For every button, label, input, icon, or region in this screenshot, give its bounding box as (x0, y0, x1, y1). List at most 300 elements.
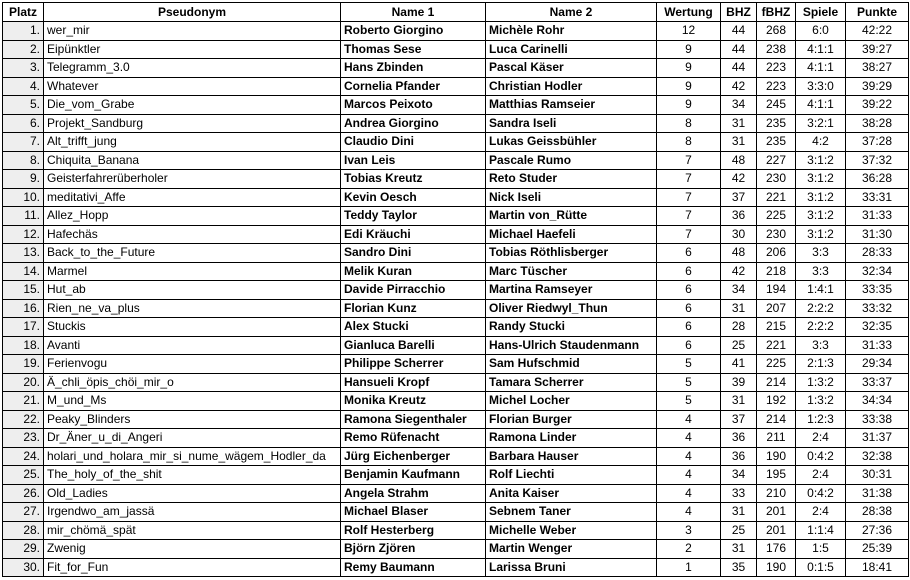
cell-fbhz: 190 (757, 447, 796, 466)
cell-name1: Ramona Siegenthaler (341, 410, 486, 429)
cell-platz: 20. (3, 373, 44, 392)
cell-punkte: 33:35 (846, 281, 909, 300)
cell-name1: Benjamin Kaufmann (341, 466, 486, 485)
header-wertung: Wertung (657, 3, 721, 22)
cell-bhz: 44 (721, 59, 757, 78)
table-row (3, 540, 909, 559)
cell-platz: 30. (3, 558, 44, 577)
cell-wertung: 5 (657, 355, 721, 374)
cell-punkte: 32:35 (846, 318, 909, 337)
cell-pseudonym: Allez_Hopp (44, 207, 341, 226)
table-row (3, 281, 909, 300)
cell-wertung: 4 (657, 466, 721, 485)
cell-punkte: 38:27 (846, 59, 909, 78)
cell-fbhz: 223 (757, 77, 796, 96)
cell-punkte: 28:33 (846, 244, 909, 263)
table-row (3, 299, 909, 318)
cell-name1: Hansueli Kropf (341, 373, 486, 392)
cell-bhz: 25 (721, 521, 757, 540)
cell-platz: 10. (3, 188, 44, 207)
cell-pseudonym: Chiquita_Banana (44, 151, 341, 170)
cell-platz: 5. (3, 96, 44, 115)
cell-wertung: 8 (657, 133, 721, 152)
cell-fbhz: 268 (757, 22, 796, 41)
cell-bhz: 36 (721, 447, 757, 466)
table-row (3, 40, 909, 59)
cell-punkte: 33:38 (846, 410, 909, 429)
cell-platz: 13. (3, 244, 44, 263)
cell-pseudonym: mir_chömä_spät (44, 521, 341, 540)
cell-fbhz: 214 (757, 373, 796, 392)
cell-name1: Jürg Eichenberger (341, 447, 486, 466)
cell-platz: 26. (3, 484, 44, 503)
cell-platz: 18. (3, 336, 44, 355)
cell-fbhz: 225 (757, 207, 796, 226)
cell-name2: Martina Ramseyer (486, 281, 657, 300)
table-row (3, 558, 909, 577)
cell-spiele: 3:3 (796, 244, 846, 263)
cell-punkte: 33:31 (846, 188, 909, 207)
cell-pseudonym: Telegramm_3.0 (44, 59, 341, 78)
cell-name2: Martin von_Rütte (486, 207, 657, 226)
cell-fbhz: 218 (757, 262, 796, 281)
cell-fbhz: 176 (757, 540, 796, 559)
cell-wertung: 6 (657, 318, 721, 337)
cell-pseudonym: Marmel (44, 262, 341, 281)
cell-wertung: 12 (657, 22, 721, 41)
cell-punkte: 25:39 (846, 540, 909, 559)
cell-wertung: 5 (657, 392, 721, 411)
cell-bhz: 36 (721, 429, 757, 448)
cell-punkte: 39:29 (846, 77, 909, 96)
cell-wertung: 9 (657, 59, 721, 78)
cell-wertung: 4 (657, 410, 721, 429)
cell-platz: 4. (3, 77, 44, 96)
cell-bhz: 48 (721, 244, 757, 263)
cell-platz: 6. (3, 114, 44, 133)
cell-name1: Melik Kuran (341, 262, 486, 281)
cell-spiele: 0:4:2 (796, 447, 846, 466)
cell-name1: Tobias Kreutz (341, 170, 486, 189)
cell-fbhz: 235 (757, 114, 796, 133)
cell-name2: Randy Stucki (486, 318, 657, 337)
cell-bhz: 48 (721, 151, 757, 170)
cell-spiele: 3:2:1 (796, 114, 846, 133)
cell-spiele: 1:1:4 (796, 521, 846, 540)
header-name2: Name 2 (486, 3, 657, 22)
cell-punkte: 33:37 (846, 373, 909, 392)
table-row (3, 318, 909, 337)
cell-wertung: 2 (657, 540, 721, 559)
cell-punkte: 31:33 (846, 336, 909, 355)
cell-wertung: 4 (657, 429, 721, 448)
cell-platz: 2. (3, 40, 44, 59)
cell-spiele: 2:2:2 (796, 318, 846, 337)
cell-platz: 28. (3, 521, 44, 540)
cell-punkte: 28:38 (846, 503, 909, 522)
cell-spiele: 3:3 (796, 336, 846, 355)
cell-wertung: 7 (657, 170, 721, 189)
cell-wertung: 4 (657, 503, 721, 522)
cell-fbhz: 210 (757, 484, 796, 503)
cell-fbhz: 230 (757, 225, 796, 244)
table-row (3, 188, 909, 207)
cell-pseudonym: Avanti (44, 336, 341, 355)
cell-platz: 21. (3, 392, 44, 411)
cell-platz: 7. (3, 133, 44, 152)
cell-fbhz: 192 (757, 392, 796, 411)
cell-name2: Michel Locher (486, 392, 657, 411)
cell-bhz: 31 (721, 503, 757, 522)
cell-wertung: 6 (657, 336, 721, 355)
cell-spiele: 0:1:5 (796, 558, 846, 577)
cell-wertung: 1 (657, 558, 721, 577)
cell-spiele: 3:1:2 (796, 151, 846, 170)
cell-spiele: 3:3:0 (796, 77, 846, 96)
cell-platz: 1. (3, 22, 44, 41)
cell-name1: Ivan Leis (341, 151, 486, 170)
cell-wertung: 6 (657, 281, 721, 300)
cell-pseudonym: Rien_ne_va_plus (44, 299, 341, 318)
cell-punkte: 32:34 (846, 262, 909, 281)
cell-spiele: 1:3:2 (796, 373, 846, 392)
cell-wertung: 9 (657, 77, 721, 96)
cell-bhz: 31 (721, 540, 757, 559)
cell-name2: Luca Carinelli (486, 40, 657, 59)
cell-wertung: 9 (657, 40, 721, 59)
cell-wertung: 7 (657, 207, 721, 226)
cell-name2: Christian Hodler (486, 77, 657, 96)
cell-name2: Barbara Hauser (486, 447, 657, 466)
cell-punkte: 32:38 (846, 447, 909, 466)
cell-fbhz: 221 (757, 336, 796, 355)
cell-pseudonym: Back_to_the_Future (44, 244, 341, 263)
cell-platz: 25. (3, 466, 44, 485)
cell-fbhz: 190 (757, 558, 796, 577)
cell-platz: 12. (3, 225, 44, 244)
cell-name2: Michèle Rohr (486, 22, 657, 41)
cell-wertung: 7 (657, 151, 721, 170)
cell-bhz: 28 (721, 318, 757, 337)
cell-fbhz: 201 (757, 521, 796, 540)
cell-fbhz: 206 (757, 244, 796, 263)
cell-name2: Michael Haefeli (486, 225, 657, 244)
cell-fbhz: 245 (757, 96, 796, 115)
cell-punkte: 36:28 (846, 170, 909, 189)
cell-pseudonym: Dr_Äner_u_di_Angeri (44, 429, 341, 448)
cell-punkte: 33:32 (846, 299, 909, 318)
cell-punkte: 34:34 (846, 392, 909, 411)
cell-pseudonym: Hafechäs (44, 225, 341, 244)
cell-spiele: 2:2:2 (796, 299, 846, 318)
table-row (3, 503, 909, 522)
cell-punkte: 30:31 (846, 466, 909, 485)
cell-platz: 17. (3, 318, 44, 337)
header-name1: Name 1 (341, 3, 486, 22)
table-row (3, 207, 909, 226)
cell-platz: 11. (3, 207, 44, 226)
cell-punkte: 29:34 (846, 355, 909, 374)
table-row (3, 114, 909, 133)
cell-wertung: 7 (657, 225, 721, 244)
cell-spiele: 1:4:1 (796, 281, 846, 300)
cell-name1: Remo Rüfenacht (341, 429, 486, 448)
cell-name2: Pascal Käser (486, 59, 657, 78)
cell-name2: Michelle Weber (486, 521, 657, 540)
cell-pseudonym: Geisterfahrerüberholer (44, 170, 341, 189)
cell-name1: Davide Pirracchio (341, 281, 486, 300)
cell-spiele: 4:1:1 (796, 96, 846, 115)
table-row (3, 59, 909, 78)
cell-wertung: 8 (657, 114, 721, 133)
cell-name2: Lukas Geissbühler (486, 133, 657, 152)
cell-name1: Hans Zbinden (341, 59, 486, 78)
cell-bhz: 39 (721, 373, 757, 392)
table-row (3, 133, 909, 152)
cell-fbhz: 221 (757, 188, 796, 207)
table-row (3, 262, 909, 281)
cell-name1: Roberto Giorgino (341, 22, 486, 41)
cell-name2: Anita Kaiser (486, 484, 657, 503)
header-pseudonym: Pseudonym (44, 3, 341, 22)
cell-punkte: 31:33 (846, 207, 909, 226)
cell-name2: Rolf Liechti (486, 466, 657, 485)
table-row (3, 355, 909, 374)
cell-pseudonym: Stuckis (44, 318, 341, 337)
cell-bhz: 34 (721, 281, 757, 300)
cell-fbhz: 227 (757, 151, 796, 170)
table-row (3, 484, 909, 503)
cell-name1: Björn Zjören (341, 540, 486, 559)
cell-punkte: 37:28 (846, 133, 909, 152)
cell-name1: Philippe Scherrer (341, 355, 486, 374)
cell-wertung: 4 (657, 447, 721, 466)
table-row (3, 373, 909, 392)
cell-platz: 23. (3, 429, 44, 448)
cell-name1: Alex Stucki (341, 318, 486, 337)
cell-name1: Angela Strahm (341, 484, 486, 503)
cell-bhz: 41 (721, 355, 757, 374)
cell-name2: Tamara Scherrer (486, 373, 657, 392)
table-row (3, 225, 909, 244)
cell-punkte: 27:36 (846, 521, 909, 540)
cell-fbhz: 201 (757, 503, 796, 522)
cell-spiele: 3:1:2 (796, 207, 846, 226)
table-row (3, 410, 909, 429)
cell-platz: 15. (3, 281, 44, 300)
cell-pseudonym: Irgendwo_am_jassä (44, 503, 341, 522)
cell-pseudonym: The_holy_of_the_shit (44, 466, 341, 485)
cell-platz: 14. (3, 262, 44, 281)
cell-name1: Teddy Taylor (341, 207, 486, 226)
cell-pseudonym: Hut_ab (44, 281, 341, 300)
cell-name2: Ramona Linder (486, 429, 657, 448)
cell-wertung: 9 (657, 96, 721, 115)
cell-name1: Edi Kräuchi (341, 225, 486, 244)
cell-wertung: 5 (657, 373, 721, 392)
cell-fbhz: 215 (757, 318, 796, 337)
cell-platz: 8. (3, 151, 44, 170)
cell-platz: 29. (3, 540, 44, 559)
cell-name1: Claudio Dini (341, 133, 486, 152)
cell-punkte: 39:27 (846, 40, 909, 59)
cell-spiele: 2:4 (796, 466, 846, 485)
cell-name1: Cornelia Pfander (341, 77, 486, 96)
cell-platz: 9. (3, 170, 44, 189)
cell-pseudonym: wer_mir (44, 22, 341, 41)
cell-spiele: 3:3 (796, 262, 846, 281)
cell-bhz: 34 (721, 96, 757, 115)
cell-platz: 16. (3, 299, 44, 318)
cell-bhz: 33 (721, 484, 757, 503)
cell-name2: Sandra Iseli (486, 114, 657, 133)
cell-name1: Marcos Peixoto (341, 96, 486, 115)
cell-fbhz: 225 (757, 355, 796, 374)
cell-pseudonym: Ferienvogu (44, 355, 341, 374)
cell-name1: Monika Kreutz (341, 392, 486, 411)
header-punkte: Punkte (846, 3, 909, 22)
cell-fbhz: 238 (757, 40, 796, 59)
cell-bhz: 31 (721, 299, 757, 318)
table-row (3, 336, 909, 355)
cell-wertung: 7 (657, 188, 721, 207)
cell-name2: Reto Studer (486, 170, 657, 189)
table-row (3, 447, 909, 466)
cell-name2: Tobias Röthlisberger (486, 244, 657, 263)
cell-spiele: 4:1:1 (796, 59, 846, 78)
cell-pseudonym: Eipünktler (44, 40, 341, 59)
cell-pseudonym: Zwenig (44, 540, 341, 559)
table-row (3, 77, 909, 96)
cell-pseudonym: Fit_for_Fun (44, 558, 341, 577)
cell-name1: Andrea Giorgino (341, 114, 486, 133)
cell-fbhz: 230 (757, 170, 796, 189)
cell-name2: Marc Tüscher (486, 262, 657, 281)
cell-fbhz: 223 (757, 59, 796, 78)
cell-bhz: 30 (721, 225, 757, 244)
cell-name2: Sam Hufschmid (486, 355, 657, 374)
cell-name2: Larissa Bruni (486, 558, 657, 577)
cell-punkte: 39:22 (846, 96, 909, 115)
cell-name2: Sebnem Taner (486, 503, 657, 522)
cell-fbhz: 214 (757, 410, 796, 429)
cell-spiele: 3:1:2 (796, 170, 846, 189)
cell-name1: Kevin Oesch (341, 188, 486, 207)
header-platz: Platz (3, 3, 44, 22)
ranking-table (2, 2, 909, 577)
header-spiele: Spiele (796, 3, 846, 22)
cell-pseudonym: Die_vom_Grabe (44, 96, 341, 115)
cell-spiele: 2:1:3 (796, 355, 846, 374)
cell-spiele: 2:4 (796, 503, 846, 522)
cell-wertung: 6 (657, 299, 721, 318)
cell-bhz: 31 (721, 133, 757, 152)
cell-platz: 19. (3, 355, 44, 374)
cell-spiele: 6:0 (796, 22, 846, 41)
cell-name2: Pascale Rumo (486, 151, 657, 170)
cell-spiele: 2:4 (796, 429, 846, 448)
cell-punkte: 31:30 (846, 225, 909, 244)
cell-punkte: 31:37 (846, 429, 909, 448)
table-row (3, 521, 909, 540)
cell-spiele: 3:1:2 (796, 225, 846, 244)
table-row (3, 429, 909, 448)
cell-spiele: 0:4:2 (796, 484, 846, 503)
cell-bhz: 25 (721, 336, 757, 355)
cell-wertung: 6 (657, 244, 721, 263)
cell-name2: Martin Wenger (486, 540, 657, 559)
table-row (3, 151, 909, 170)
cell-name2: Nick Iseli (486, 188, 657, 207)
cell-bhz: 35 (721, 558, 757, 577)
cell-bhz: 34 (721, 466, 757, 485)
cell-bhz: 44 (721, 22, 757, 41)
cell-name1: Remy Baumann (341, 558, 486, 577)
cell-pseudonym: Alt_trifft_jung (44, 133, 341, 152)
cell-bhz: 37 (721, 188, 757, 207)
table-row (3, 96, 909, 115)
cell-bhz: 31 (721, 392, 757, 411)
cell-name2: Oliver Riedwyl_Thun (486, 299, 657, 318)
cell-pseudonym: Ä_chli_öpis_chöi_mir_o (44, 373, 341, 392)
cell-pseudonym: M_und_Ms (44, 392, 341, 411)
cell-name1: Thomas Sese (341, 40, 486, 59)
cell-bhz: 42 (721, 170, 757, 189)
cell-fbhz: 195 (757, 466, 796, 485)
cell-name1: Florian Kunz (341, 299, 486, 318)
cell-spiele: 4:1:1 (796, 40, 846, 59)
cell-fbhz: 207 (757, 299, 796, 318)
cell-name2: Florian Burger (486, 410, 657, 429)
cell-wertung: 4 (657, 484, 721, 503)
cell-spiele: 1:5 (796, 540, 846, 559)
cell-platz: 3. (3, 59, 44, 78)
cell-punkte: 18:41 (846, 558, 909, 577)
cell-pseudonym: holari_und_holara_mir_si_nume_wägem_Hodler_da (44, 447, 341, 466)
cell-platz: 22. (3, 410, 44, 429)
table-row (3, 244, 909, 263)
cell-name1: Gianluca Barelli (341, 336, 486, 355)
cell-name1: Michael Blaser (341, 503, 486, 522)
cell-wertung: 6 (657, 262, 721, 281)
cell-pseudonym: meditativi_Affe (44, 188, 341, 207)
cell-fbhz: 194 (757, 281, 796, 300)
header-row (3, 3, 909, 22)
cell-pseudonym: Peaky_Blinders (44, 410, 341, 429)
cell-punkte: 42:22 (846, 22, 909, 41)
cell-punkte: 38:28 (846, 114, 909, 133)
cell-spiele: 1:2:3 (796, 410, 846, 429)
header-fbhz: fBHZ (757, 3, 796, 22)
table-row (3, 170, 909, 189)
cell-platz: 27. (3, 503, 44, 522)
header-bhz: BHZ (721, 3, 757, 22)
cell-bhz: 44 (721, 40, 757, 59)
cell-pseudonym: Old_Ladies (44, 484, 341, 503)
cell-spiele: 4:2 (796, 133, 846, 152)
cell-platz: 24. (3, 447, 44, 466)
table-body (3, 22, 909, 577)
table-row (3, 466, 909, 485)
cell-name1: Rolf Hesterberg (341, 521, 486, 540)
table-row (3, 22, 909, 41)
cell-bhz: 36 (721, 207, 757, 226)
cell-wertung: 3 (657, 521, 721, 540)
cell-name2: Hans-Ulrich Staudenmann (486, 336, 657, 355)
cell-bhz: 31 (721, 114, 757, 133)
table-row (3, 392, 909, 411)
cell-bhz: 37 (721, 410, 757, 429)
